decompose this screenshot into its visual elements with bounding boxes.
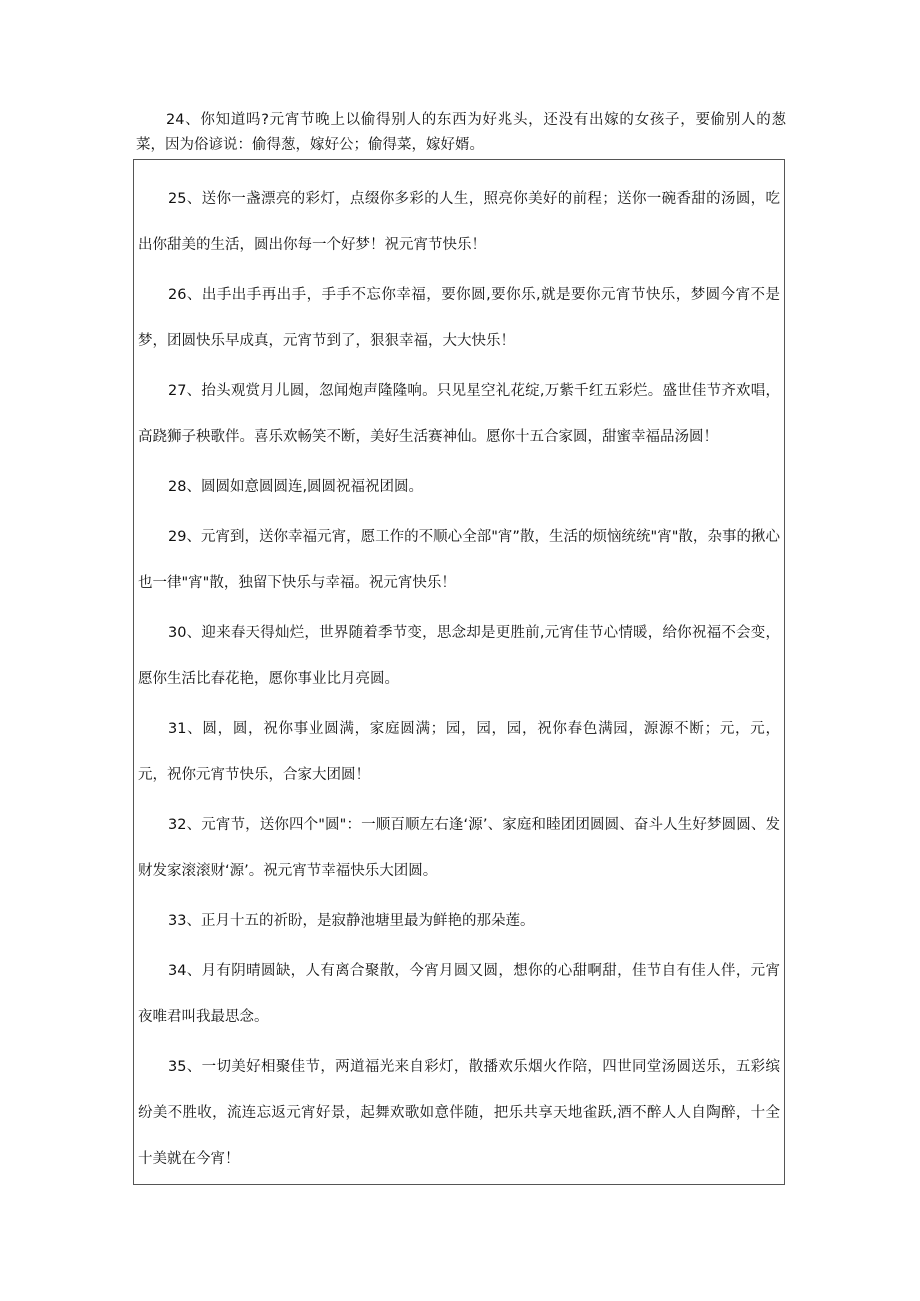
- greeting-item-30: 30、迎来春天得灿烂，世界随着季节变，思念却是更胜前,元宵佳节心情暖，给你祝福不会变，愿你生活比春花艳，愿你事业比月亮圆。: [138, 625, 780, 687]
- greeting-item-33: 33、正月十五的祈盼，是寂静池塘里最为鲜艳的那朵莲。: [168, 913, 535, 929]
- intro-paragraph: 24、你知道吗?元宵节晚上以偷得别人的东西为好兆头，还没有出嫁的女孩子，要偷别人的葱菜，因为俗谚说：偷得葱，嫁好公；偷得菜，嫁好婿。: [136, 112, 786, 153]
- greeting-item-27: 27、抬头观赏月儿圆，忽闻炮声隆隆响。只见星空礼花绽,万紫千红五彩烂。盛世佳节齐欢唱，高跷狮子秧歌伴。喜乐欢畅笑不断，美好生活赛神仙。愿你十五合家圆，甜蜜幸福品汤圆！: [138, 383, 780, 445]
- intro-paragraph-block: [136, 108, 786, 158]
- greeting-item-31: 31、圆，圆，祝你事业圆满，家庭圆满；园，园，园，祝你春色满园，源源不断；元，元，元，祝你元宵节快乐，合家大团圆！: [138, 721, 780, 783]
- greeting-item-35: 35、一切美好相聚佳节，两道福光来自彩灯，散播欢乐烟火作陪，四世同堂汤圆送乐，五彩缤纷美不胜收，流连忘返元宵好景，起舞欢歌如意伴随，把乐共享天地雀跃,酒不醉人人自陶醉，十全十美就在今宵！: [138, 1059, 780, 1167]
- greeting-item-32: 32、元宵节，送你四个"圆"：一顺百顺左右逢‘源’、家庭和睦团团圆圆、奋斗人生好梦圆圆、发财发家滚滚财‘源’。祝元宵节幸福快乐大团圆。: [138, 817, 780, 879]
- greeting-item-29: 29、元宵到，送你幸福元宵，愿工作的不顺心全部"宵”散，生活的烦恼统统"宵"散，杂事的揪心也一律"宵"散，独留下快乐与幸福。祝元宵快乐！: [138, 529, 780, 591]
- greeting-item-34: 34、月有阴晴圆缺，人有离合聚散，今宵月圆又圆，想你的心甜啊甜，佳节自有佳人伴，元宵夜唯君叫我最思念。: [138, 963, 780, 1025]
- greeting-item-25: 25、送你一盏漂亮的彩灯，点缀你多彩的人生，照亮你美好的前程；送你一碗香甜的汤圆，吃出你甜美的生活，圆出你每一个好梦！祝元宵节快乐！: [138, 191, 780, 253]
- greeting-item-26: 26、出手出手再出手，手手不忘你幸福，要你圆,要你乐,就是要你元宵节快乐，梦圆今宵不是梦，团圆快乐早成真，元宵节到了，狠狠幸福，大大快乐！: [138, 287, 780, 349]
- greeting-item-28: 28、圆圆如意圆圆连,圆圆祝福祝团圆。: [168, 479, 424, 495]
- greetings-table-cell: [133, 159, 785, 1185]
